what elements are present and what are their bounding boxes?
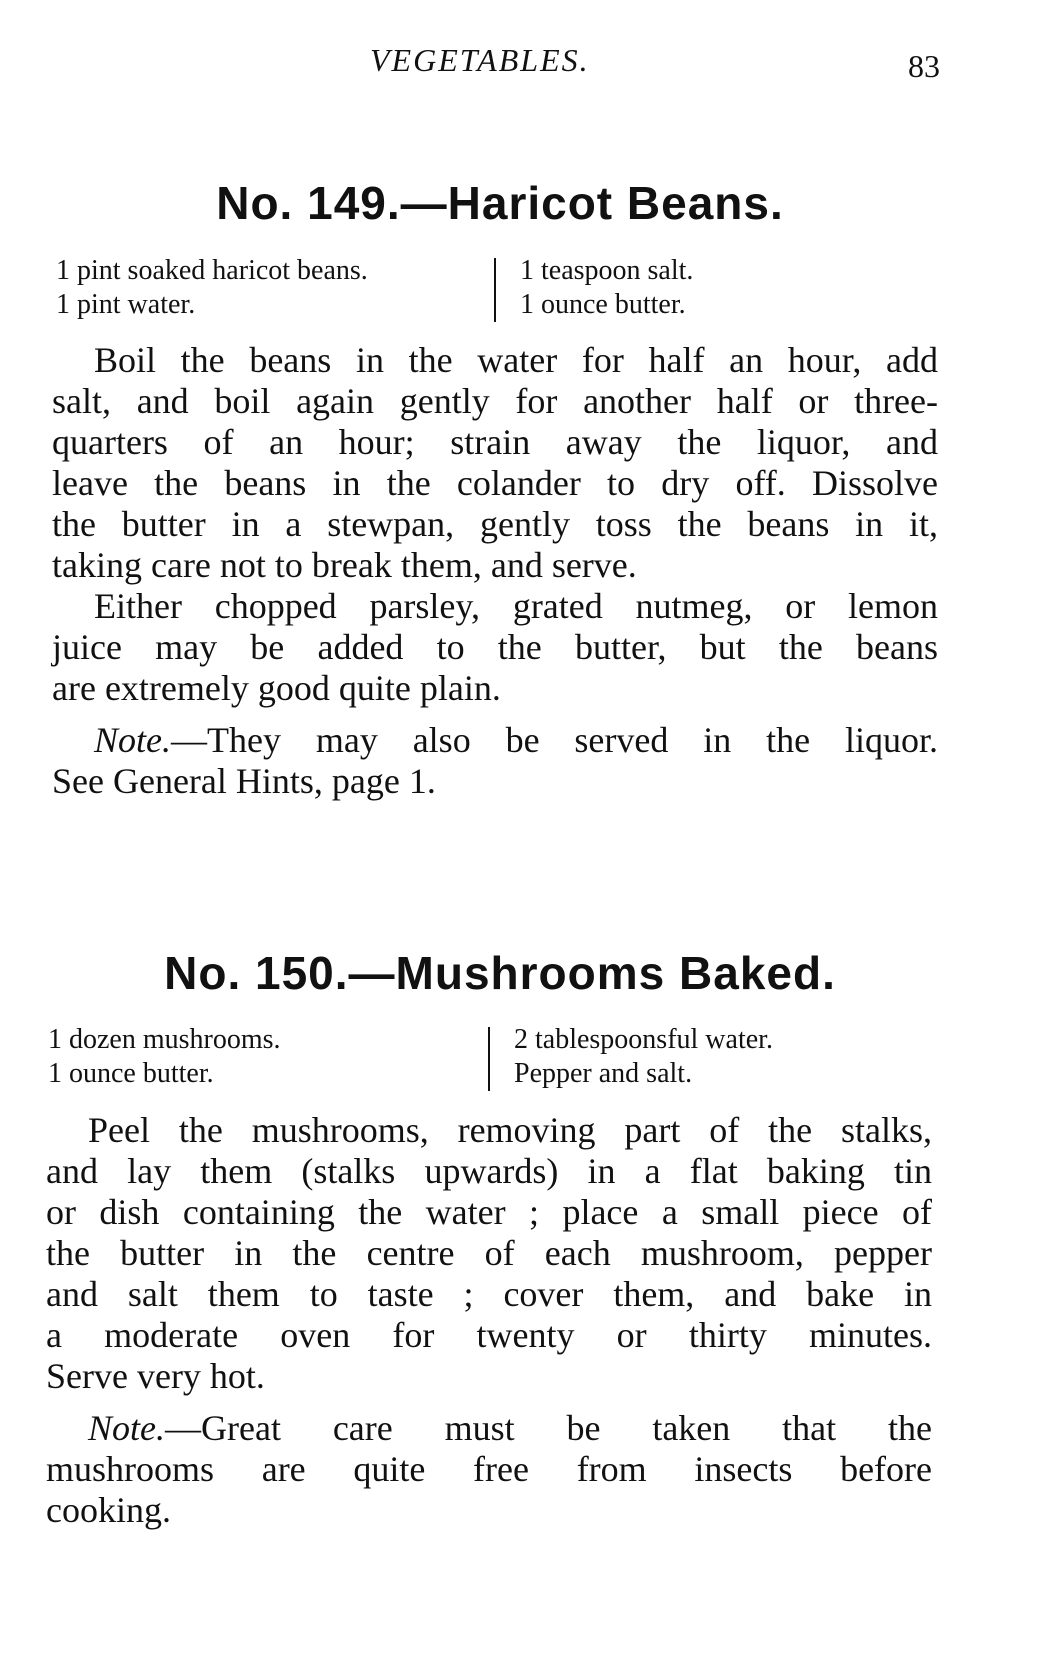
ingredient-item: 1 dozen mushrooms. [48, 1024, 281, 1055]
text-line: Serve very hot. [46, 1356, 265, 1396]
note-label: Note. [88, 1408, 165, 1448]
text-line: a moderate oven for twenty or thirty minutes. [46, 1315, 932, 1355]
text-line: salt, and boil again gently for another half or three- [52, 381, 938, 421]
ingredient-item: 1 ounce butter. [520, 289, 686, 320]
method-paragraph [46, 1110, 932, 1397]
method-paragraph [52, 340, 938, 586]
ingredient-column-left [56, 254, 368, 322]
ingredient-column-right [520, 254, 693, 322]
ingredient-item: 1 pint water. [56, 289, 196, 320]
text-line: the butter in the centre of each mushroom, pepper [46, 1233, 932, 1273]
text-line: cooking. [46, 1490, 171, 1530]
note-paragraph [52, 720, 938, 802]
text-line: Peel the mushrooms, removing part of the stalks, [88, 1110, 932, 1150]
text-line: quarters of an hour; strain away the liquor, and [52, 422, 938, 462]
text-line: See General Hints, page 1. [52, 761, 436, 801]
ingredient-item: 2 tablespoonsful water. [514, 1024, 773, 1055]
note-text: —Great care must be taken that the [165, 1408, 932, 1448]
text-line: and lay them (stalks upwards) in a flat baking tin [46, 1151, 932, 1191]
ingredient-list [48, 1023, 948, 1095]
recipe-title: No. 149.—Haricot Beans. [216, 177, 784, 229]
text-line: are extremely good quite plain. [52, 668, 501, 708]
ingredient-divider [488, 1027, 490, 1091]
text-line: leave the beans in the colander to dry off. Dissolve [52, 463, 938, 503]
text-line [46, 1408, 932, 1449]
page-number: 83 [908, 48, 940, 84]
ingredient-column-left [48, 1023, 281, 1091]
text-line: Boil the beans in the water for half an hour, add [94, 340, 938, 380]
text-line: the butter in a stewpan, gently toss the beans in it, [52, 504, 938, 544]
ingredient-item: 1 teaspoon salt. [520, 255, 694, 286]
note-text: —They may also be served in the liquor. [171, 720, 938, 760]
ingredient-item: 1 pint soaked haricot beans. [56, 255, 368, 286]
running-head [0, 42, 1059, 82]
text-line [52, 720, 938, 761]
variation-paragraph [52, 586, 938, 709]
text-line: or dish containing the water ; place a small piece of [46, 1192, 932, 1232]
text-line: Either chopped parsley, grated nutmeg, or lemon [94, 586, 938, 626]
ingredient-item: Pepper and salt. [514, 1058, 693, 1089]
text-line: juice may be added to the butter, but the beans [52, 627, 938, 667]
text-line: taking care not to break them, and serve. [52, 545, 637, 585]
ingredient-column-right [514, 1023, 773, 1091]
ingredient-list [56, 254, 956, 326]
text-line: mushrooms are quite free from insects before [46, 1449, 932, 1489]
running-title: VEGETABLES. [370, 42, 590, 78]
ingredient-item: 1 ounce butter. [48, 1058, 214, 1089]
note-label: Note. [94, 720, 171, 760]
text-line: and salt them to taste ; cover them, and bake in [46, 1274, 932, 1314]
recipe-title: No. 150.—Mushrooms Baked. [164, 947, 836, 999]
ingredient-divider [494, 258, 496, 322]
note-paragraph [46, 1408, 932, 1531]
